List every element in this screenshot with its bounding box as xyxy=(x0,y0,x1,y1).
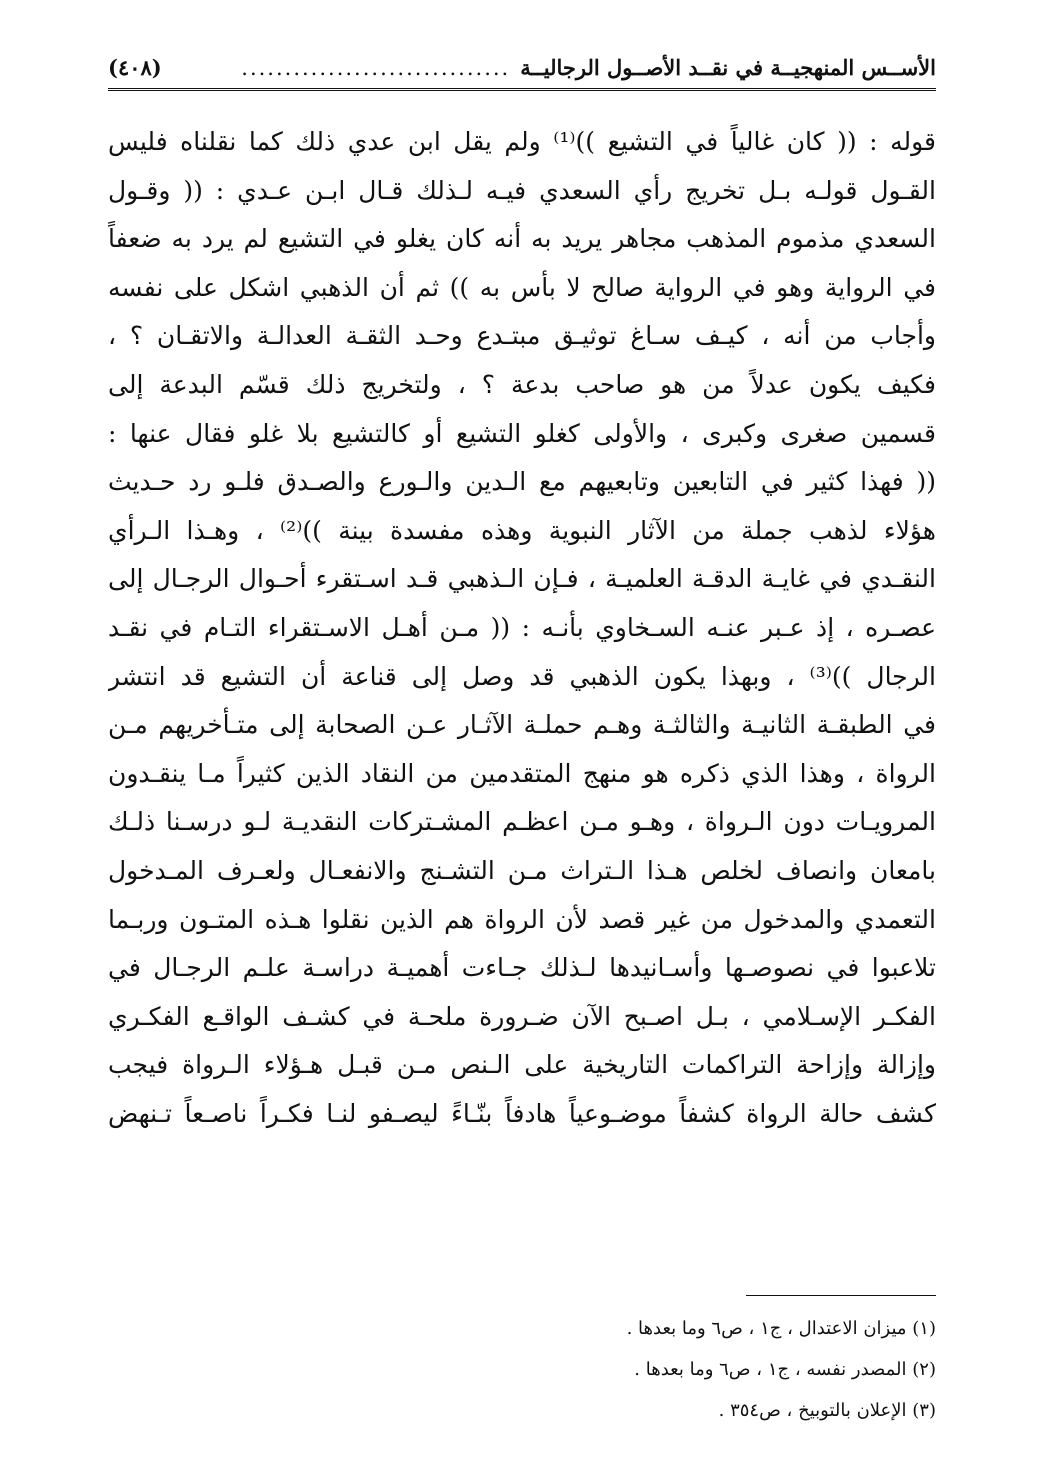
running-header xyxy=(108,48,936,91)
footnote: (١) ميزان الاعتدال ، ج١ ، ص٦ وما بعدها . xyxy=(626,1318,936,1339)
body-line: المرويـات دون الـرواة ، وهـو مـن اعظـم المشـتركات النقديـة لـو درسـنا ذلـك xyxy=(108,807,936,837)
body-line: عصـره ، إذ عـبر عنـه السـخاوي بأنـه : (( مـن أهـل الاسـتقراء التـام في نقـد xyxy=(108,612,936,642)
body-line: بامعان وانصاف لخلص هـذا الـتراث مـن التشـنج والانفعـال ولعـرف المـدخول xyxy=(108,855,936,885)
body-line: القـول قولـه بـل تخريج رأي السعدي فيـه لـذلك قـال ابـن عـدي : (( وقـول xyxy=(108,175,936,205)
body-line: في الرواية وهو في الرواية صالح لا بأس به )) ثم أن الذهبي اشكل على نفسه xyxy=(108,272,936,302)
body-line: في الطبقـة الثانيـة والثالثـة وهـم حملـة الآثـار عـن الصحابة إلى متـأخريهم مـن xyxy=(108,710,936,740)
body-line: الفكـر الإسـلامي ، بـل اصـبح الآن ضـرورة ملحـة في كشـف الواقـع الفكـري xyxy=(108,1001,936,1031)
body-line: وأجاب من أنه ، كيـف سـاغ توثيـق مبتـدع وحـد الثقـة العدالـة والاتقـان ؟ ، xyxy=(108,321,936,351)
leader-dots: ............................... xyxy=(241,56,511,80)
body-line: فكيف يكون عدلاً من هو صاحب بدعة ؟ ، ولتخريج ذلك قسّم البدعة إلى xyxy=(108,369,936,399)
body-line: الرجال ))⁽³⁾ ، وبهذا يكون الذهبي قد وصل إلى قناعة أن التشيع قد انتشر xyxy=(108,661,936,691)
page-number: (٤٠٨) xyxy=(108,55,162,80)
body-line: تلاعبوا في نصوصـها وأسـانيدها لـذلك جـاءت أهميـة دراسـة علـم الرجـال في xyxy=(108,953,936,983)
footnote: (٢) المصدر نفسه ، ج١ ، ص٦ وما بعدها . xyxy=(634,1359,936,1380)
body-line: الرواة ، وهذا الذي ذكره هو منهج المتقدمين من النقاد الذين كثيراً مـا ينقـدون xyxy=(108,758,936,788)
body-line: (( فهذا كثير في التابعين وتابعيهم مع الـدين والـورع والصـدق فلـو رد حـديث xyxy=(108,467,936,497)
body-line: النقـدي في غايـة الدقـة العلميـة ، فـإن الـذهبي قـد اسـتقرء أحـوال الرجـال إلى xyxy=(108,564,936,594)
body-line: قسمين صغرى وكبرى ، والأولى كغلو التشيع أو كالتشيع بلا غلو فقال عنها : xyxy=(108,418,936,448)
footnotes xyxy=(108,1308,936,1431)
body-line: التعمدي والمدخول من غير قصد لأن الرواة هم الذين نقلوا هـذه المتـون وربـما xyxy=(108,904,936,934)
footnote-separator xyxy=(746,1295,936,1296)
body-text xyxy=(108,118,936,1138)
body-line: هؤلاء لذهب جملة من الآثار النبوية وهذه مفسدة بينة ))⁽²⁾ ، وهـذا الـرأي xyxy=(108,515,936,545)
body-line: السعدي مذموم المذهب مجاهر يريد به أنه كان يغلو في التشيع لم يرد به ضعفاً xyxy=(108,224,936,254)
body-line: قوله : (( كان غالياً في التشيع ))⁽¹⁾ ولم يقل ابن عدي ذلك كما نقلناه فليس xyxy=(108,127,936,156)
body-line: كشف حالة الرواة كشفاً موضـوعياً هادفاً بنّـاءً ليصـفو لنـا فكـراً ناصـعاً تـنهض xyxy=(108,1098,936,1128)
body-line: وإزالة وإزاحة التراكمات التاريخية على الـنص مـن قبـل هـؤلاء الـرواة فيجب xyxy=(108,1050,936,1080)
footnote: (٣) الإعلان بالتوبيخ ، ص٣٥٤ . xyxy=(718,1400,936,1421)
running-title: الأســس المنهجيــة في نقــد الأصــول الرجاليــة xyxy=(520,55,936,80)
